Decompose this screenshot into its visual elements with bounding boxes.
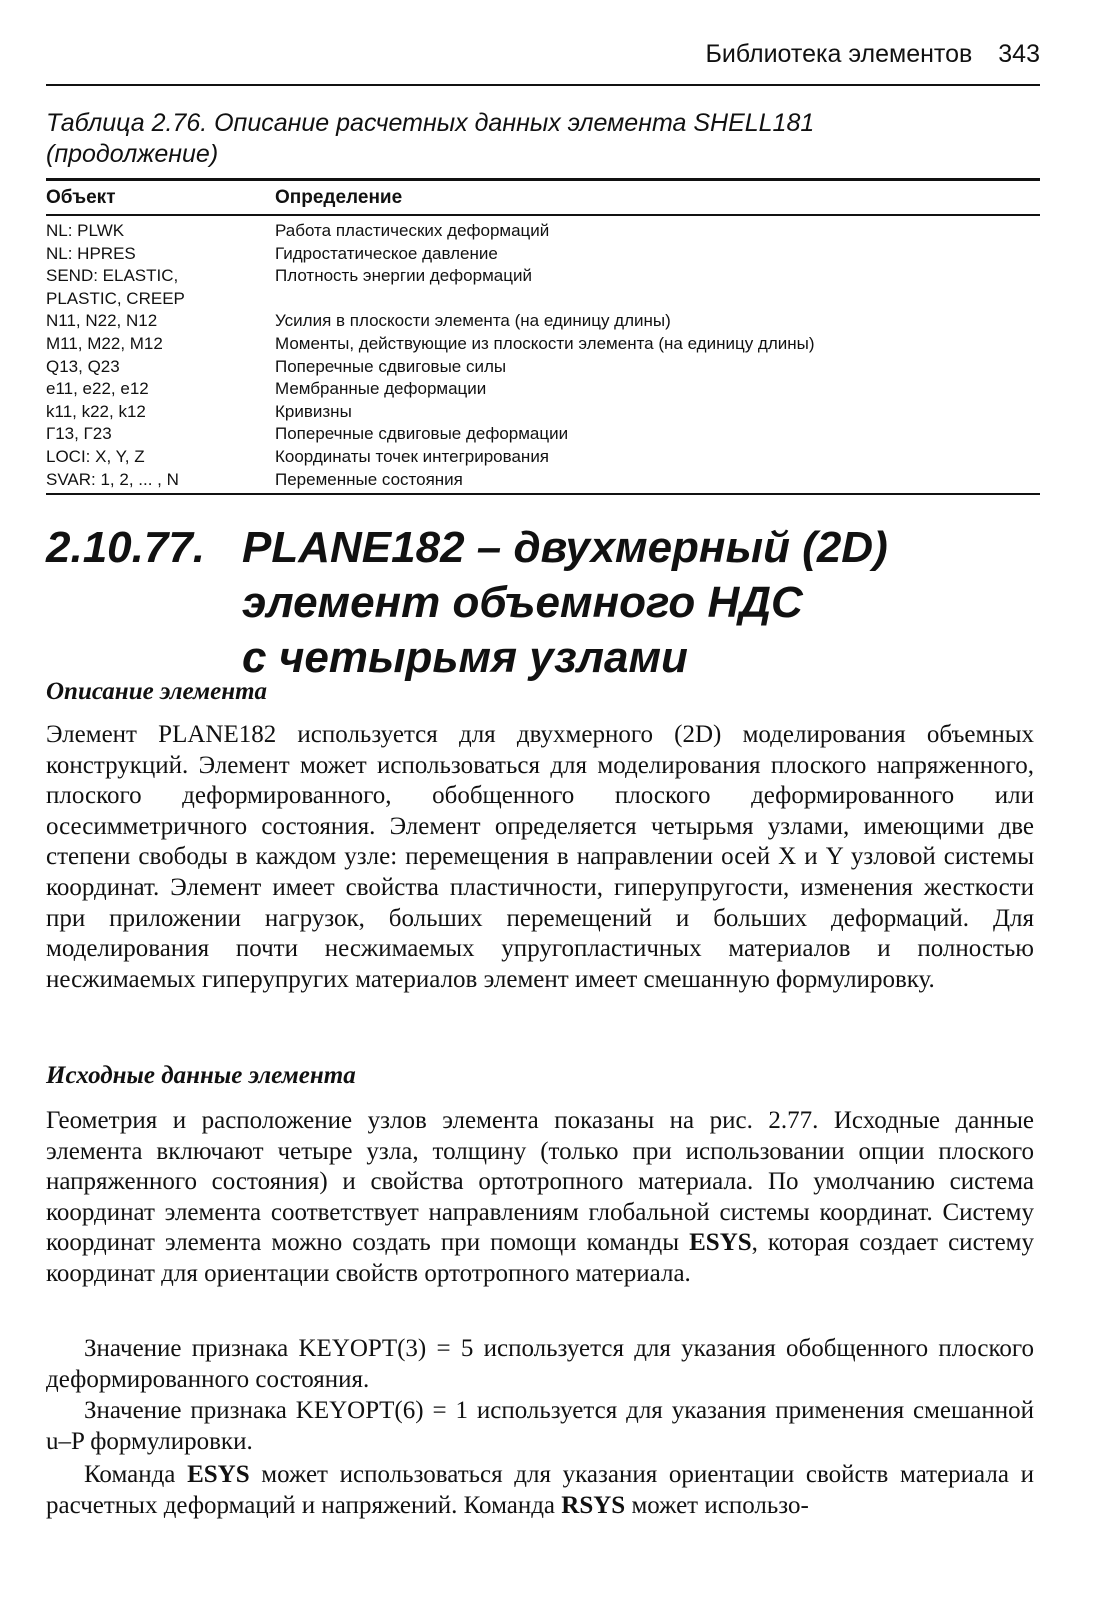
column-header-definition: Определение (275, 186, 403, 208)
cell-object: NL: PLWK (46, 221, 125, 240)
cell-definition: Поперечные сдвиговые деформации (275, 424, 569, 444)
cell-object: PLASTIC, CREEP (46, 288, 185, 308)
cell-object: k11, k22, k12 (46, 401, 146, 421)
table-caption-line1: Таблица 2.76. Описание расчетных данных элемента SHELL181 (46, 109, 815, 137)
section-number: 2.10.77. (46, 523, 206, 572)
cell-object: SVAR: 1, 2, ... , N (46, 469, 179, 489)
cell-definition: Кривизны (275, 401, 352, 421)
table-bottom-rule (46, 493, 1040, 495)
cell-object: LOCI: X, Y, Z (46, 446, 145, 466)
command-rsys: RSYS (561, 1491, 626, 1519)
cell-definition: Работа пластических деформаций (275, 221, 550, 240)
input-data-paragraph-3: Значение признака KEYOPT(6) = 1 используется для указания применения смешанной u–P формулировки. (46, 1397, 1034, 1455)
page-number: 343 (998, 40, 1040, 68)
input-data-paragraph-1 (46, 1106, 1034, 1290)
table-row (46, 446, 1040, 469)
text-run: может использоваться для указания ориентации свойств материала и расчетных деформаций и напряжений. Команда (46, 1461, 1034, 1519)
cell-definition: Мембранные деформации (275, 379, 487, 399)
table-row (46, 333, 1040, 356)
cell-object: M11, M22, M12 (46, 333, 163, 353)
table-row (46, 469, 1040, 492)
table-row (46, 288, 1040, 311)
table-row (46, 401, 1040, 424)
table-body (46, 216, 1040, 491)
column-header-object: Объект (46, 186, 116, 208)
table-row (46, 378, 1040, 401)
section-title-line1: PLANE182 – двухмерный (2D) (242, 523, 888, 572)
input-data-paragraph-4 (46, 1460, 1034, 1521)
running-header-title: Библиотека элементов (705, 40, 973, 68)
table-row (46, 220, 1040, 243)
text-run: может использо- (625, 1491, 809, 1519)
text-run: Команда (84, 1461, 188, 1488)
cell-object: NL: HPRES (46, 243, 136, 263)
cell-object: Г13, Г23 (46, 424, 112, 444)
section-title-line2: элемент объемного НДС (242, 578, 803, 627)
section-title-line3: с четырьмя узлами (242, 633, 688, 682)
cell-object: Q13, Q23 (46, 356, 120, 376)
table-row (46, 310, 1040, 333)
input-data-paragraph-2: Значение признака KEYOPT(3) = 5 используется для указания обобщенного плоского деформированного состояния. (46, 1335, 1034, 1393)
cell-object: N11, N22, N12 (46, 311, 158, 331)
table-caption-line2: (продолжение) (46, 140, 219, 168)
command-esys: ESYS (689, 1229, 752, 1257)
cell-definition: Моменты, действующие из плоскости элемента (на единицу длины) (275, 333, 815, 353)
text-run: , которая создает систему координат для ориентации свойств ортотропного материала. (46, 1229, 1035, 1287)
results-table (46, 178, 1040, 495)
table-row (46, 243, 1040, 266)
cell-definition: Координаты точек интегрирования (275, 446, 550, 466)
cell-definition: Переменные состояния (275, 469, 463, 489)
cell-definition: Плотность энергии деформаций (275, 266, 532, 286)
table-header-row (46, 181, 1040, 214)
cell-definition: Гидростатическое давление (275, 243, 498, 263)
header-rule (46, 84, 1040, 86)
cell-definition: Усилия в плоскости элемента (на единицу длины) (275, 311, 671, 331)
command-esys: ESYS (187, 1461, 250, 1488)
table-caption (46, 108, 1046, 170)
cell-definition: Поперечные сдвиговые силы (275, 356, 507, 376)
running-header (0, 40, 1040, 69)
cell-definition (275, 288, 1040, 311)
table-row (46, 423, 1040, 446)
description-paragraph: Элемент PLANE182 используется для двухмерного (2D) моделирования объемных конструкций. Элемент может использоваться для моделирования плоского напряженного, плоского деформированного, обобщенного плоского деформированного или осесимметричного состояния. Элемент определяется четырьмя узлами, имеющими две степени свободы в каждом узле: перемещения в направлении осей X и Y узловой системы координат. Элемент имеет свойства пластичности, гиперупругости, изменения жесткости при приложении нагрузок, больших перемещений и больших деформаций. Для моделирования почти несжимаемых упругопластичных материалов и полностью несжимаемых гиперупругих материалов элемент имеет смешанную формулировку. (46, 721, 1034, 993)
section-heading (46, 520, 1046, 685)
cell-object: SEND: ELASTIC, (46, 266, 179, 286)
table-row (46, 265, 1040, 288)
input-data-heading: Исходные данные элемента (46, 1062, 356, 1089)
text-run: Геометрия и расположение узлов элемента показаны на рис. 2.77. Исходные данные элемента включают четыре узла, толщину (только при использовании опции плоского напряженного состояния) и свойства ортотропного материала. По умолчанию система координат элемента соответствует направлениям глобальной системы координат. Систему координат элемента можно создать при помощи команды (46, 1107, 1034, 1257)
description-heading: Описание элемента (46, 678, 268, 705)
table-row (46, 356, 1040, 379)
cell-object: e11, e22, e12 (46, 379, 149, 399)
